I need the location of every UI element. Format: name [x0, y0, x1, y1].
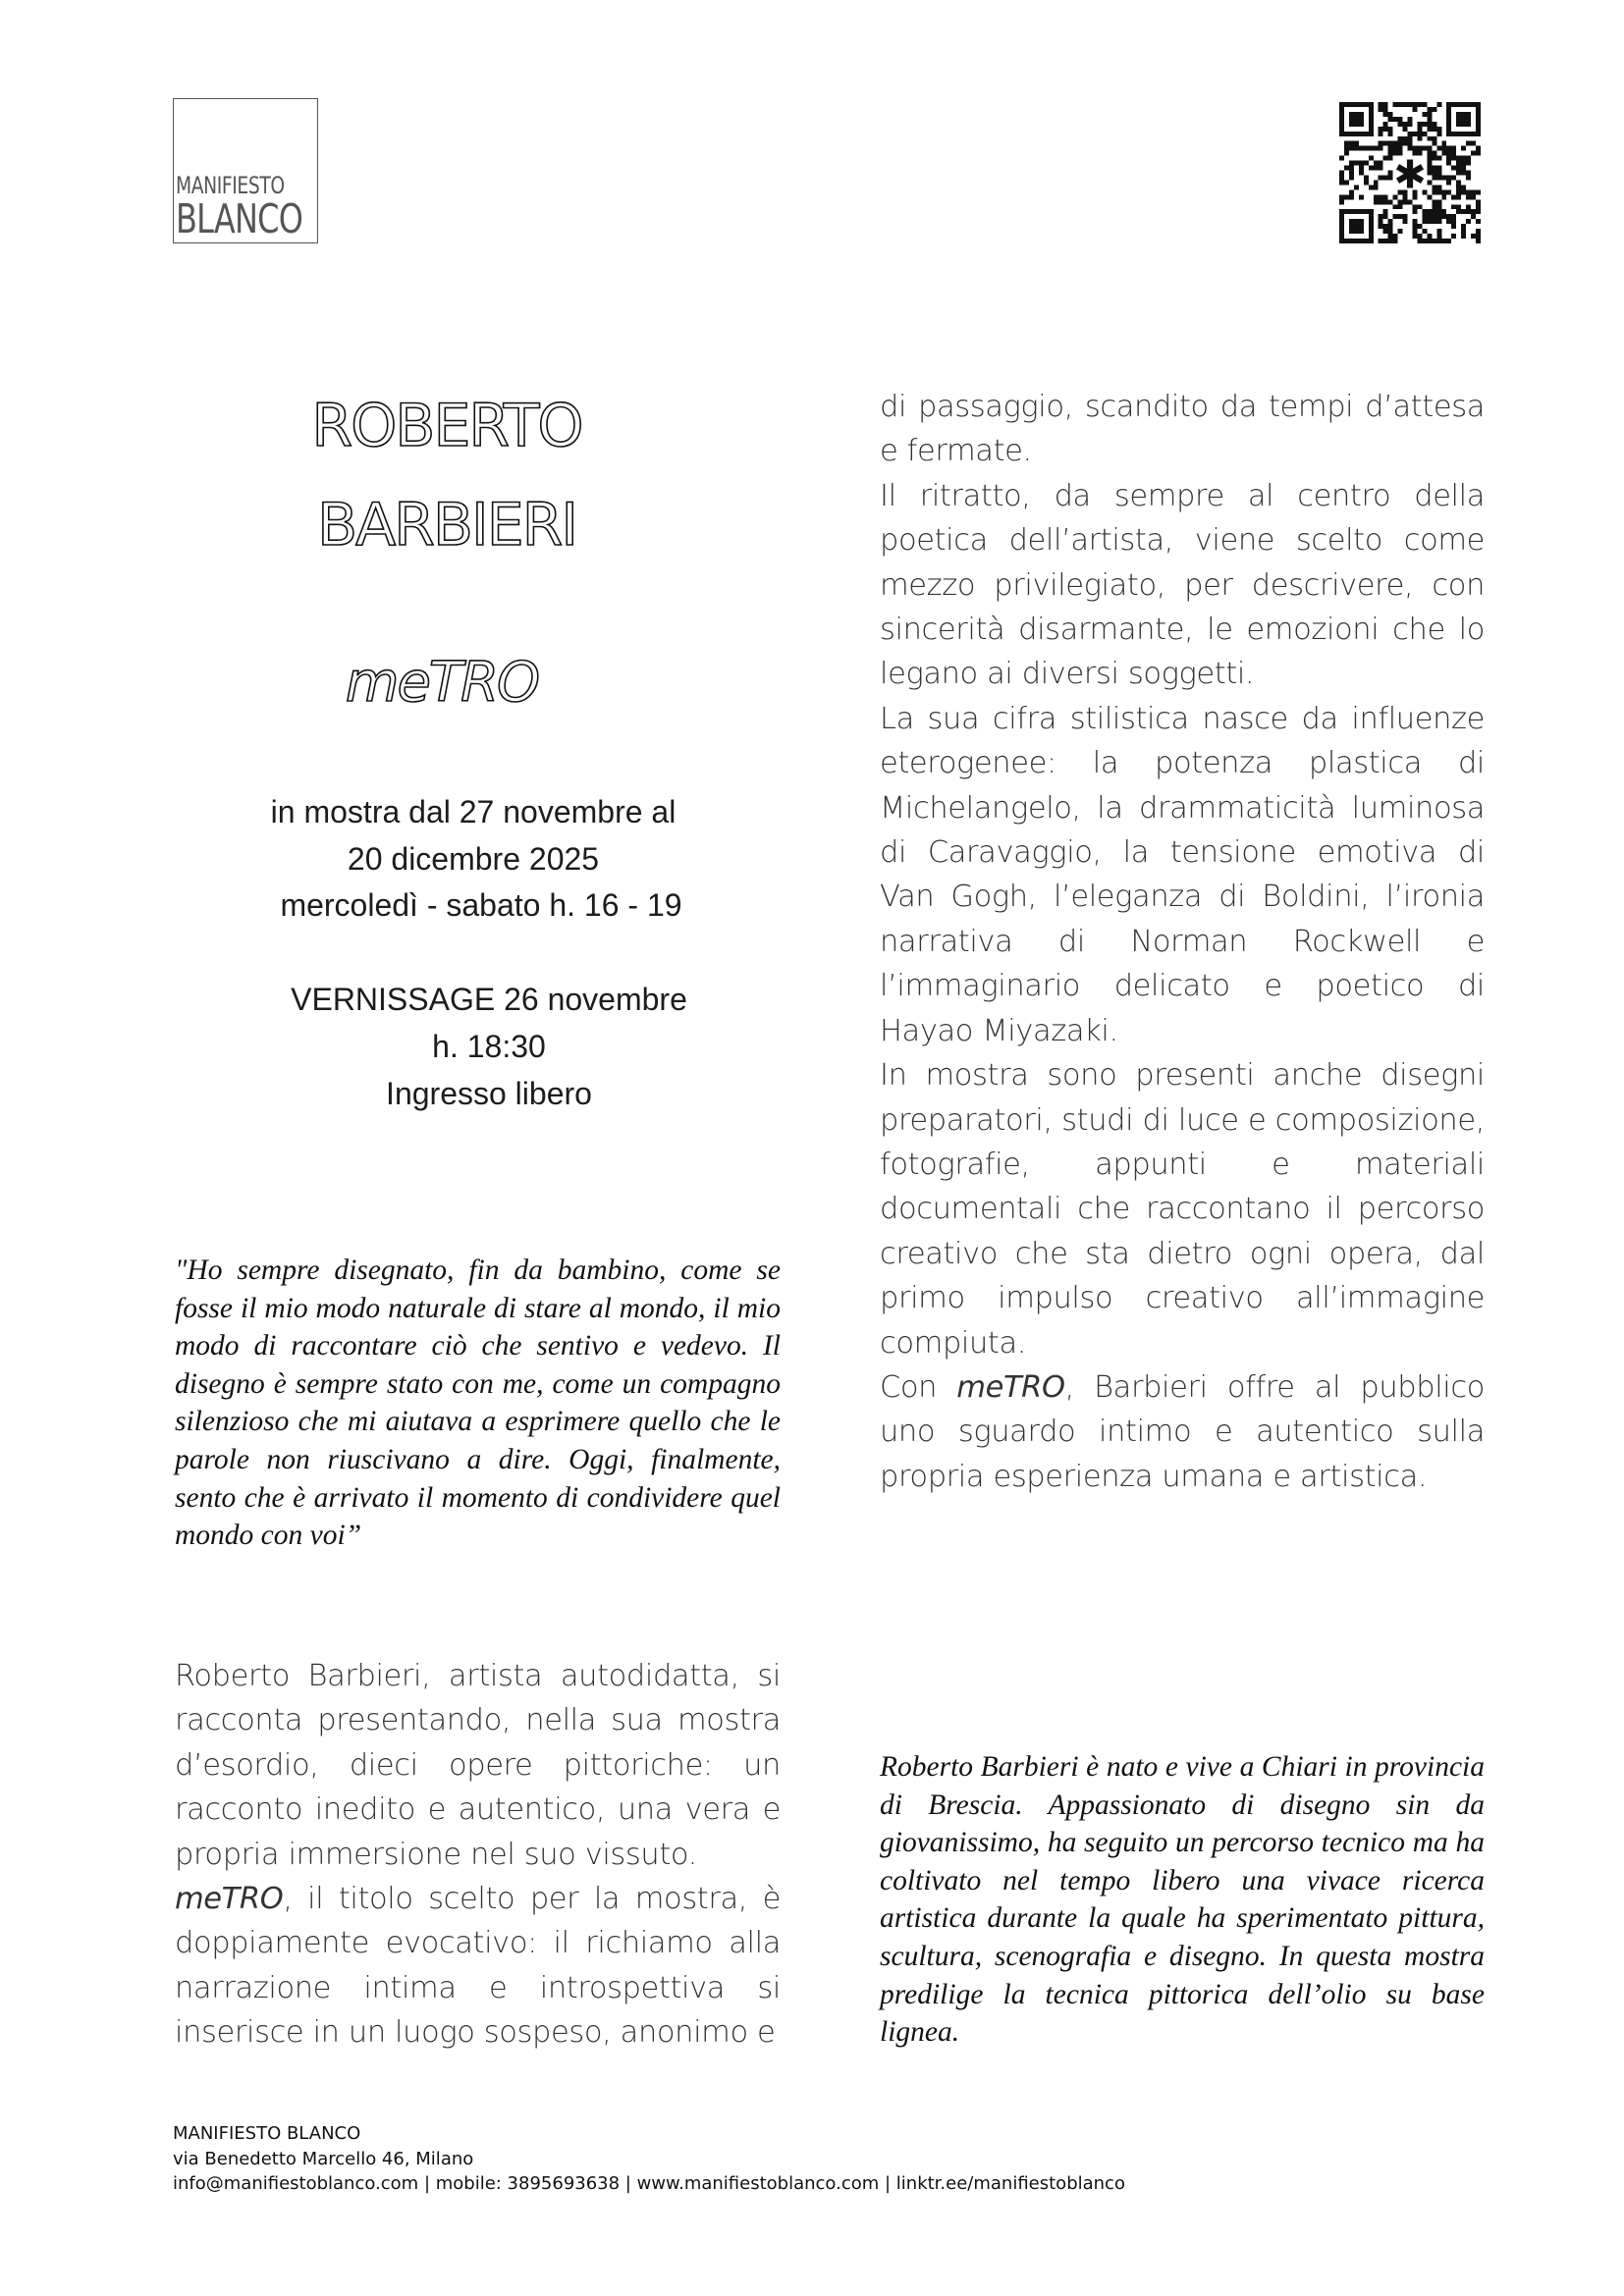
logo-line1: MANIFIESTO	[176, 172, 285, 199]
footer	[173, 2121, 1125, 2197]
body-paragraph: La sua cifra stilistica nasce da influenze eterogenee: la potenza plastica di Michelangelo, la drammaticità luminosa di Caravaggio, la tensione emotiva di Van Gogh, l’eleganza di Boldini, l’ironia narrativa di Norman Rockwell e l’immaginario delicato e poetico di Hayao Miyazaki.	[880, 701, 1485, 1048]
logo-line2: BLANCO	[176, 195, 303, 242]
svg-text:✱: ✱	[1393, 152, 1427, 198]
opening-hours: mercoledì - sabato h. 16 - 19	[280, 887, 682, 923]
footer-contacts[interactable]: info@manifiestoblanco.com | mobile: 3895693638 | www.manifiestoblanco.com | linktr.ee/manifiestoblanco	[173, 2173, 1125, 2194]
qr-code-icon[interactable]	[1339, 102, 1481, 243]
body-paragraph	[175, 1877, 781, 2056]
exhibition-dates-line1: in mostra dal 27 novembre al	[270, 794, 677, 829]
body-paragraph: Il ritratto, da sempre al centro della poetica dell’artista, viene scelto come mezzo privilegiato, per descrivere, con sincerità disarmante, le emozioni che lo legano ai diversi soggetti.	[880, 478, 1485, 692]
vernissage-date: VERNISSAGE 26 novembre	[291, 982, 687, 1017]
body-paragraph: In mostra sono presenti anche disegni preparatori, studi di luce e composizione, fotografie, appunti e materiali documentali che raccontano il percorso creativo che sta dietro ogni opera, dal primo impulso creativo all’immagine compiuta.	[880, 1058, 1485, 1361]
body-paragraph-text: , il titolo scelto per la mostra, è doppiamente evocativo: il richiamo alla narrazione intima e introspettiva si inserisce in un luogo sospeso, anonimo e	[175, 1882, 781, 2051]
body-text-right	[880, 385, 1485, 1499]
artist-name-line1: ROBERTO	[311, 392, 582, 460]
exhibition-title: meTRO	[345, 651, 539, 715]
artist-name-line2: BARBIERI	[316, 491, 577, 560]
footer-address: via Benedetto Marcello 46, Milano	[173, 2148, 474, 2169]
artist-quote: "Ho sempre disegnato, fin da bambino, come se fosse il mio modo naturale di stare al mondo, il mio modo di raccontare ciò che sentivo e vedevo. Il disegno è sempre stato con me, come un compagno silenzioso che mi aiutava a esprimere quello che le parole non riuscivano a dire. Oggi, finalmente, sento che è arrivato il momento di condividere quel mondo con voi”	[175, 1255, 781, 1552]
vernissage-time: h. 18:30	[432, 1029, 546, 1064]
exhibition-title-inline: meTRO	[956, 1369, 1065, 1405]
body-paragraph: Roberto Barbieri, artista autodidatta, si racconta presentando, nella sua mostra d’esordio, dieci opere pittoriche: un racconto inedito e autentico, una vera e propria immersione nel suo vissuto.	[175, 1659, 781, 1872]
body-paragraph	[880, 1365, 1485, 1499]
exhibition-title-inline: meTRO	[175, 1882, 284, 1917]
body-paragraph-text: Con	[880, 1369, 957, 1405]
manifiesto-blanco-logo	[173, 98, 318, 243]
artist-bio: Roberto Barbieri è nato e vive a Chiari in provincia di Brescia. Appassionato di disegno sin da giovanissimo, ha seguito un percorso tecnico ma ha coltivato nel tempo libero una vivace ricerca artistica durante la quale ha sperimentato pittura, scultura, scenografia e disegno. In questa mostra predilige la tecnica pittorica dell’olio su base lignea.	[880, 1751, 1485, 2049]
exhibition-dates-line2: 20 dicembre 2025	[347, 841, 600, 877]
body-paragraph-text: , Barbieri offre al pubblico uno sguardo intimo e autentico sulla propria esperienza umana e artistica.	[880, 1369, 1485, 1494]
entry-info: Ingresso libero	[386, 1076, 592, 1111]
body-paragraph: di passaggio, scandito da tempi d’attesa e fermate.	[880, 390, 1485, 469]
footer-gallery-name: MANIFIESTO BLANCO	[173, 2123, 361, 2144]
body-text-left	[175, 1654, 781, 2056]
